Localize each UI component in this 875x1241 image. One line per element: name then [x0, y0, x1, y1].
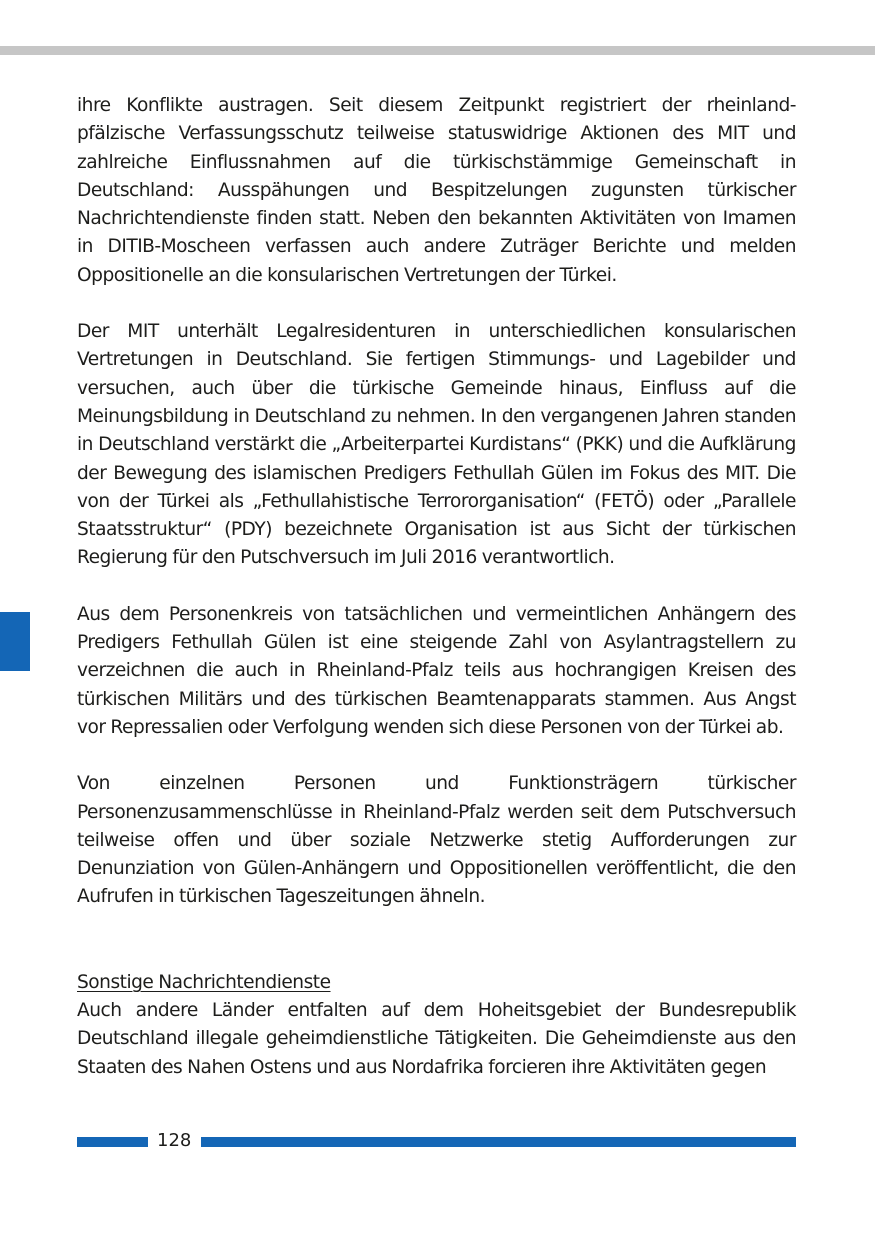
page-footer: [77, 1127, 796, 1155]
page-content: [77, 92, 796, 1082]
section-paragraph: Auch andere Länder entfalten auf dem Hoheitsgebiet der Bundesrepublik Deutschland illegale geheimdienstliche Tätigkeiten. Die Geheimdienste aus den Staaten des Nahen Ostens und aus Nordafrika forcieren ihre Aktivitäten gegen: [77, 1000, 796, 1078]
chapter-side-tab: [0, 612, 30, 671]
paragraph-3: Aus dem Personenkreis von tatsächlichen und vermeintlichen Anhängern des Predigers Fethullah Gülen ist eine steigende Zahl von Asylantragstellern zu verzeichnen die auch in Rheinland-Pfalz teils aus hochrangigen Kreisen des türkischen Militärs und des türkischen Beamtenapparats stammen. Aus Angst vor Repressalien oder Verfolgung wenden sich diese Personen von der Türkei ab.: [77, 603, 796, 738]
page-number: 128: [157, 1130, 192, 1151]
section-heading: Sonstige Nachrichtendienste: [77, 971, 331, 993]
footer-bar-right: [201, 1137, 796, 1147]
paragraph-2: Der MIT unterhält Legalresidenturen in unterschiedlichen konsularischen Vertretungen in Deutschland. Sie fertigen Stimmungs- und Lagebilder und versuchen, auch über die türkische Gemeinde hinaus, Einfluss auf die Meinungsbildung in Deutschland zu nehmen. In den vergangenen Jahren standen in Deutschland verstärkt die „Arbeiterpartei Kurdistans“ (PKK) und die Aufklärung der Bewegung des islamischen Predigers Fethullah Gülen im Fokus des MIT. Die von der Türkei als „Fethullahistische Terrororganisation“ (FETÖ) oder „Parallele Staatsstruktur“ (PDY) bezeichnete Organisation ist aus Sicht der türkischen Regierung für den Putschversuch im Juli 2016 verantwortlich.: [77, 321, 796, 569]
paragraph-4: Von einzelnen Personen und Funktionsträgern türkischer Personenzusammenschlüsse in Rheinland-Pfalz werden seit dem Putschversuch teilweise offen und über soziale Netzwerke stetig Aufforderungen zur Denunziation von Gülen-Anhängern und Oppositionellen veröffentlicht, die den Aufrufen in türkischen Tageszeitungen ähneln.: [77, 773, 796, 908]
paragraph-1: ihre Konflikte austragen. Seit diesem Zeitpunkt registriert der rheinland-pfälzische Verfassungsschutz teilweise statuswidrige Aktionen des MIT und zahlreiche Einflussnahmen auf die türkischstämmige Gemeinschaft in Deutschland: Ausspähungen und Bespitzelungen zugunsten türkischer Nachrichtendienste finden statt. Neben den bekannten Aktivitäten von Imamen in DITIB-Moscheen verfassen auch andere Zuträger Berichte und melden Oppositionelle an die konsularischen Vertretungen der Türkei.: [77, 95, 796, 286]
top-rule: [0, 46, 875, 55]
footer-bar-left: [77, 1137, 148, 1147]
